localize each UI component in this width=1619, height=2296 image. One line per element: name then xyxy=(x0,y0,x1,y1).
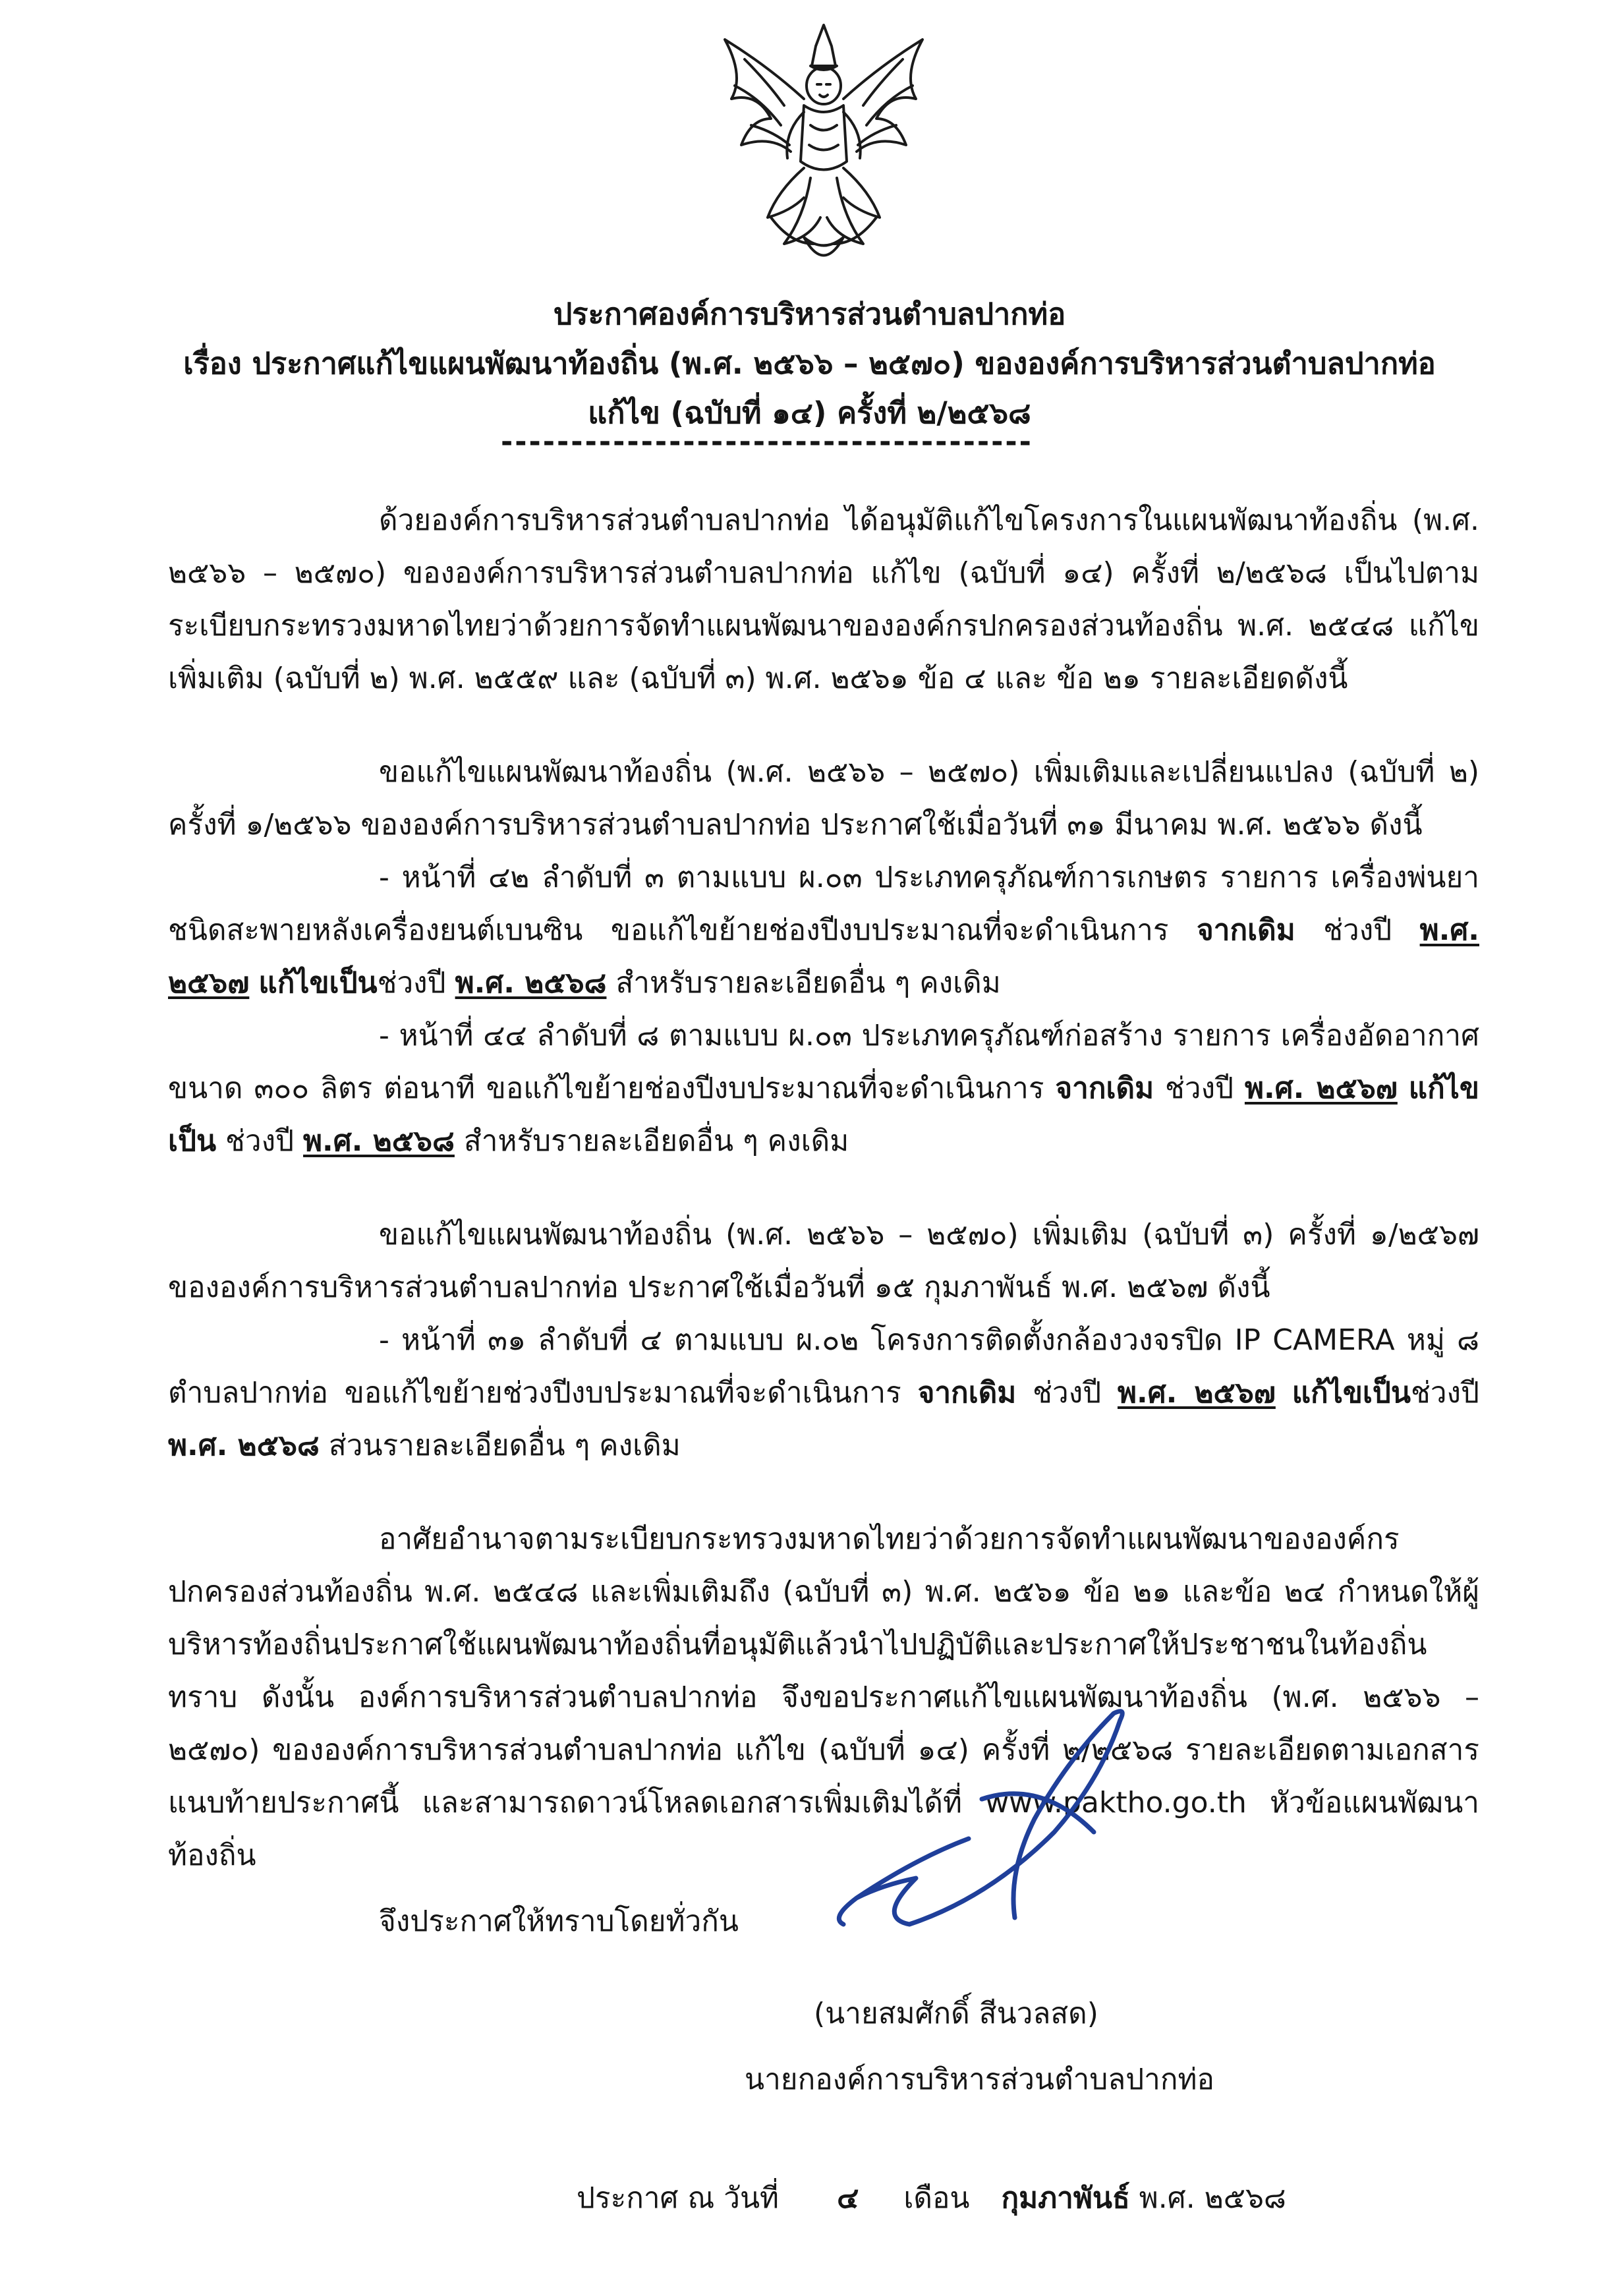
paragraph-authority: อาศัยอำนาจตามระเบียบกระทรวงมหาดไทยว่าด้วยการจัดทำแผนพัฒนาขององค์กรปกครองส่วนท้องถิ่น พ.ศ. ๒๕๔๘ และเพิ่มเติมถึง (ฉบับที่ ๓) พ.ศ. ๒๕๖๑ ข้อ ๒๑ และข้อ ๒๔ กำหนดให้ผู้บริหารท้องถิ่นประกาศใช้แผนพัฒนาท้องถิ่นที่อนุมัติแล้วนำไปปฏิบัติและประกาศให้ประชาชนในท้องถิ่นทราบ ดังนั้น องค์การบริหารส่วนตำบลปากท่อ จึงขอประกาศแก้ไขแผนพัฒนาท้องถิ่น (พ.ศ. ๒๕๖๖ – ๒๕๗๐) ขององค์การบริหารส่วนตำบลปากท่อ แก้ไข (ฉบับที่ ๑๔) ครั้งที่ ๒/๒๕๖๘ รายละเอียดตามเอกสารแนบท้ายประกาศนี้ และสามารถดาวน์โหลดเอกสารเพิ่มเติมได้ที่ www.paktho.go.th หัวข้อแผนพัฒนาท้องถิ่น xyxy=(168,1522,1479,1872)
paragraph-intro: ด้วยองค์การบริหารส่วนตำบลปากท่อ ได้อนุมัติแก้ไขโครงการในแผนพัฒนาท้องถิ่น (พ.ศ. ๒๕๖๖ – ๒๕๗๐) ขององค์การบริหารส่วนตำบลปากท่อ แก้ไข (ฉบับที่ ๑๔) ครั้งที่ ๒/๒๕๖๘ เป็นไปตามระเบียบกระทรวงมหาดไทยว่าด้วยการจัดทำแผนพัฒนาขององค์กรปกครองส่วนท้องถิ่น พ.ศ. ๒๕๔๘ แก้ไขเพิ่มเติม (ฉบับที่ ๒) พ.ศ. ๒๕๕๙ และ (ฉบับที่ ๓) พ.ศ. ๒๕๖๑ ข้อ ๔ และ ข้อ ๒๑ รายละเอียดดังนี้ xyxy=(168,503,1479,695)
list-item-compressor: - หน้าที่ ๔๔ ลำดับที่ ๘ ตามแบบ ผ.๐๓ ประเภทครุภัณฑ์ก่อสร้าง รายการ เครื่องอัดอากาศ ขนาด ๓๐๐ ลิตร ต่อนาที ขอแก้ไขย้ายช่องปีงบประมาณที่จะดำเนินการ จากเดิม ช่วงปี พ.ศ. ๒๕๖๗ แก้ไขเป็น ช่วงปี พ.ศ. ๒๕๖๘ สำหรับรายละเอียดอื่น ๆ คงเดิม xyxy=(168,1019,1480,1158)
signatory-name: (นายสมศักดิ์ สีนวลสด) xyxy=(814,1997,1098,2030)
list-item-ip-camera: - หน้าที่ ๓๑ ลำดับที่ ๔ ตามแบบ ผ.๐๒ โครงการติดตั้งกล้องวงจรปิด IP CAMERA หมู่ ๘ ตำบลปากท่อ ขอแก้ไขย้ายช่วงปีงบประมาณที่จะดำเนินการ จากเดิม ช่วงปี พ.ศ. ๒๕๖๗ แก้ไขเป็นช่วงปี พ.ศ. ๒๕๖๘ ส่วนรายละเอียดอื่น ๆ คงเดิม xyxy=(168,1323,1479,1462)
list-item-sprayer: - หน้าที่ ๔๒ ลำดับที่ ๓ ตามแบบ ผ.๐๓ ประเภทครุภัณฑ์การเกษตร รายการ เครื่องพ่นยา ชนิดสะพายหลังเครื่องยนต์เบนซิน ขอแก้ไขย้ายช่องปีงบประมาณที่จะดำเนินการ จากเดิม ช่วงปี พ.ศ. ๒๕๖๗ แก้ไขเป็นช่วงปี พ.ศ. ๒๕๖๘ สำหรับรายละเอียดอื่น ๆ คงเดิม xyxy=(168,861,1479,1000)
paragraph-amendment-2: ขอแก้ไขแผนพัฒนาท้องถิ่น (พ.ศ. ๒๕๖๖ – ๒๕๗๐) เพิ่มเติมและเปลี่ยนแปลง (ฉบับที่ ๒) ครั้งที่ ๑/๒๕๖๖ ขององค์การบริหารส่วนตำบลปากท่อ ประกาศใช้เมื่อวันที่ ๓๑ มีนาคม พ.ศ. ๒๕๖๖ ดังนี้ xyxy=(168,755,1479,842)
paragraph-amendment-3: ขอแก้ไขแผนพัฒนาท้องถิ่น (พ.ศ. ๒๕๖๖ – ๒๕๗๐) เพิ่มเติม (ฉบับที่ ๓) ครั้งที่ ๑/๒๕๖๗ ขององค์การบริหารส่วนตำบลปากท่อ ประกาศใช้เมื่อวันที่ ๑๕ กุมภาพันธ์ พ.ศ. ๒๕๖๗ ดังนี้ xyxy=(168,1218,1479,1304)
paragraph-closing: จึงประกาศให้ทราบโดยทั่วกัน xyxy=(379,1905,739,1938)
signature-icon xyxy=(817,1700,1186,1944)
announcement-title: ประกาศองค์การบริหารส่วนตำบลปากท่อ xyxy=(553,297,1066,331)
date-line: ประกาศ ณ วันที่ ๔ เดือน กุมภาพันธ์ พ.ศ. ๒๕๖๘ xyxy=(577,2181,1286,2215)
announcement-subject: เรื่อง ประกาศแก้ไขแผนพัฒนาท้องถิ่น (พ.ศ. ๒๕๖๖ – ๒๕๗๐) ขององค์การบริหารส่วนตำบลปากท่อ xyxy=(183,346,1436,381)
garuda-emblem-icon xyxy=(705,20,942,277)
title-divider: -------------------------------------- xyxy=(501,425,1033,459)
signatory-position: นายกองค์การบริหารส่วนตำบลปากท่อ xyxy=(745,2063,1214,2096)
announcement-edition: แก้ไข (ฉบับที่ ๑๔) ครั้งที่ ๒/๒๕๖๘ xyxy=(588,395,1031,430)
